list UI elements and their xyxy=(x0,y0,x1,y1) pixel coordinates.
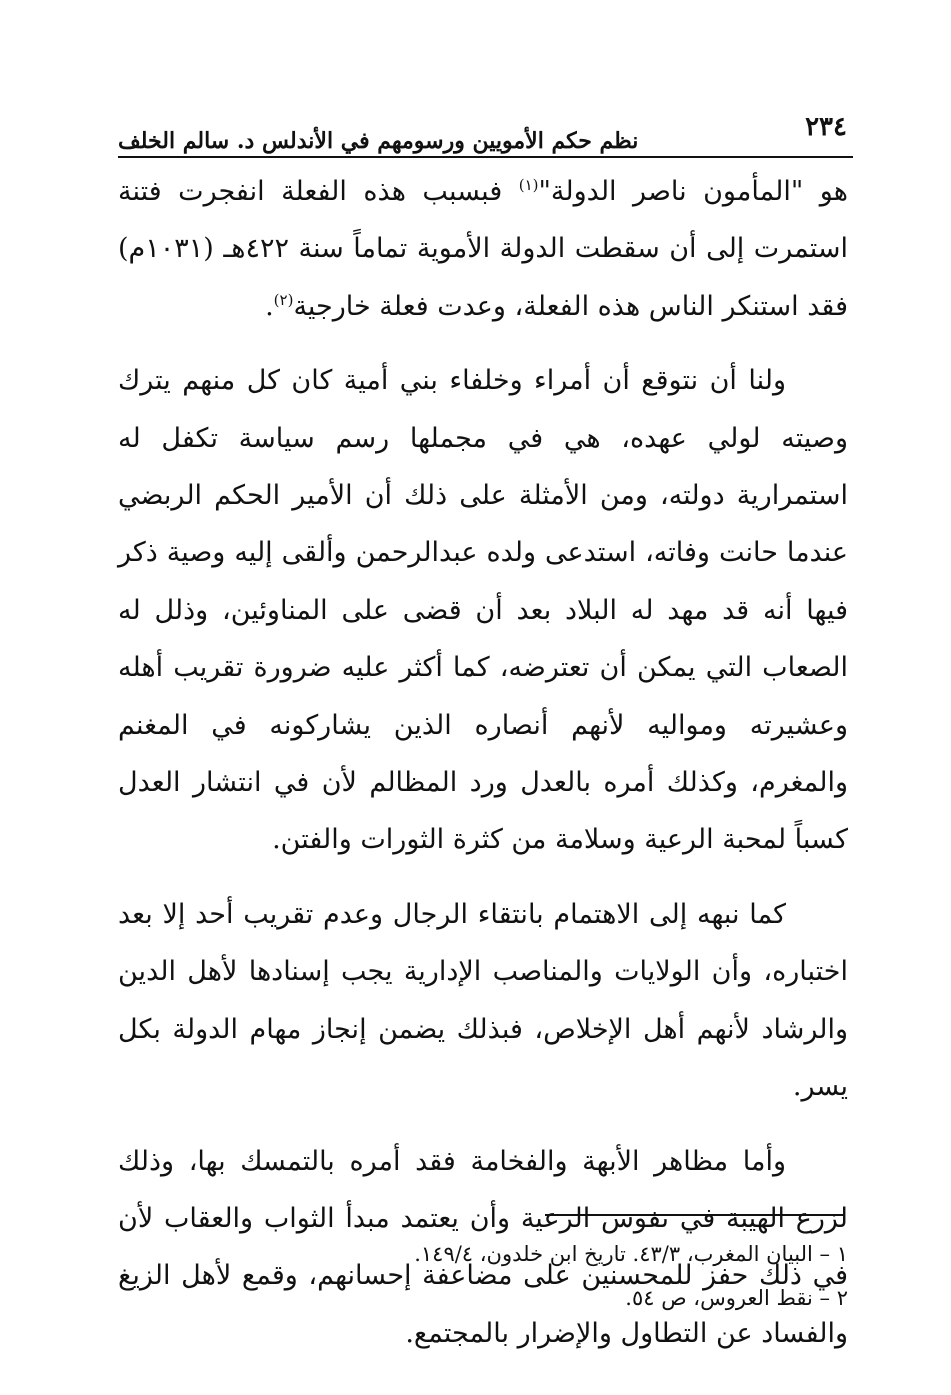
paragraph-2: ولنا أن نتوقع أن أمراء وخلفاء بني أمية كان كل منهم يترك وصيته لولي عهده، هي في مجملها رسم سياسة تكفل له استمرارية دولته، ومن الأمثلة على ذلك أن الأمير الحكم الربضي عندما حانت وفاته، استدعى ولده عبدالرحمن وألقى إليه وصية ذكر فيها أنه قد مهد له البلاد بعد أن قضى على المناوئين، وذلل له الصعاب التي يمكن أن تعترضه، كما أكثر عليه ضرورة تقريب أهله وعشيرته ومواليه لأنهم أنصاره الذين يشاركونه في المغنم والمغرم، وكذلك أمره بالعدل ورد المظالم لأن في انتشار العدل كسباً لمحبة الرعية وسلامة من كثرة الثورات والفتن. xyxy=(118,365,848,856)
body-text xyxy=(118,163,848,1362)
paragraph-1-text: فبسبب هذه الفعلة انفجرت فتنة استمرت إلى أن سقطت الدولة الأموية تماماً سنة ٤٢٢هـ (١٠٣١م) فقد استنكر الناس هذه الفعلة، وعدت فعلة خارجية xyxy=(118,176,849,322)
header-rule xyxy=(118,156,853,158)
footnote-ref-1: (١) xyxy=(518,176,539,194)
footnote-2: ٢ – نقط العروس، ص ٥٤. xyxy=(625,1286,848,1310)
running-title: نظم حكم الأمويين ورسومهم في الأندلس د. سالم الخلف xyxy=(118,128,639,154)
page-number: ٢٣٤ xyxy=(805,112,847,142)
paragraph-1-start: هو "المأمون ناصر الدولة" xyxy=(538,176,848,207)
paragraph-4: وأما مظاهر الأبهة والفخامة فقد أمره بالتمسك بها، وذلك لزرع الهيبة في نفوس الرعية وأن يعتمد مبدأ الثواب والعقاب لأن في ذلك حفز للمحسنين على مضاعفة إحسانهم، وقمع لأهل الزيغ والفساد عن التطاول والإضرار بالمجتمع. xyxy=(118,1145,848,1349)
footnotes xyxy=(118,1232,848,1320)
footnote-rule xyxy=(545,1214,845,1216)
footnote-1: ١ – البيان المغرب، ٤٣/٣. تاريخ ابن خلدون، ١٤٩/٤. xyxy=(414,1242,848,1266)
paragraph-1-end: . xyxy=(265,290,274,322)
page-header xyxy=(118,112,853,156)
paragraph-1 xyxy=(118,163,848,335)
paragraph-3: كما نبهه إلى الاهتمام بانتقاء الرجال وعدم تقريب أحد إلا بعد اختباره، وأن الولايات والمناصب الإدارية يجب إسنادها لأهل الدين والرشاد لأنهم أهل الإخلاص، فبذلك يضمن إنجاز مهام الدولة بكل يسر. xyxy=(118,898,848,1103)
footnote-ref-2: (٢) xyxy=(273,290,294,309)
